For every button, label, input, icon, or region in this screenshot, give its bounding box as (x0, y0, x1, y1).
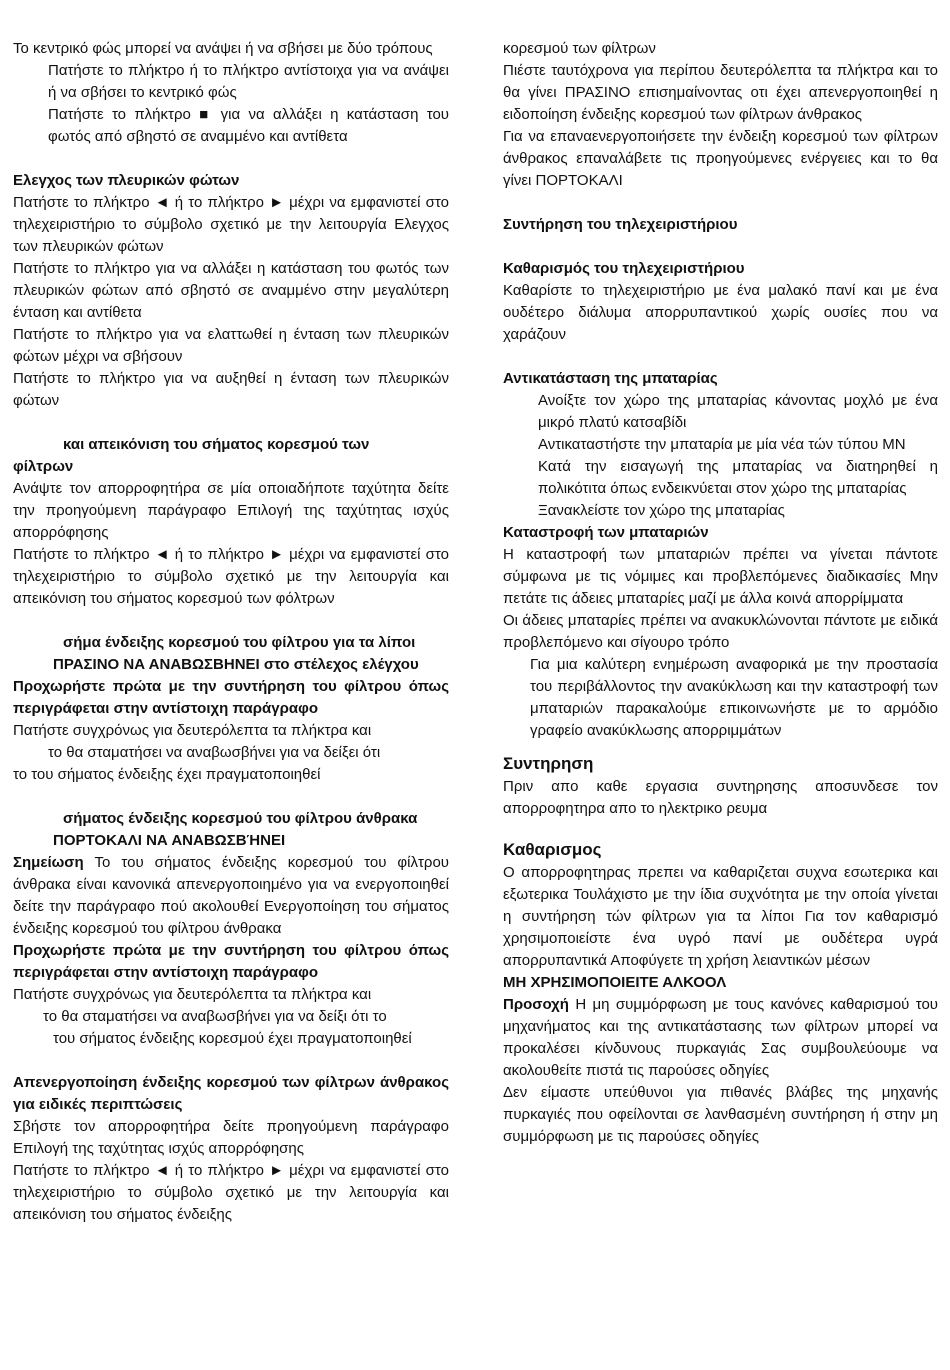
side-lights-paragraph-2: Πατήστε το πλήκτρο για να αλλάξει η κατάσταση του φωτός των πλευρικών φώτων από σβηστό σε αναμμένο στην μεγαλύτερη ένταση και αντίθετα (13, 260, 449, 321)
filter-display-paragraph-2: Πατήστε το πλήκτρο ◄ ή το πλήκτρο ► μέχρι να εμφανιστεί στο τηλεχειριστήριο το σύμβολο σχετικό με την λειτουργία και απεικόνιση του σήματος κορεσμού των φόλτρων (13, 546, 449, 607)
right-column (503, 38, 938, 1148)
central-light-intro: Το κεντρικό φώς μπορεί να ανάψει ή να σβήσει με δύο τρόπους (13, 40, 433, 57)
caution-paragraph (503, 994, 938, 1082)
remote-cleaning-text: Καθαρίστε το τηλεχειριστήριο με ένα μαλακό πανί και με ένα ουδέτερο διάλυμα απορρυπαντικού χωρίς ουσίες που να χαράζουν (503, 282, 938, 343)
grease-filter-instruction-line-3: το του σήματος ένδειξης έχει πραγματοποιηθεί (13, 766, 321, 783)
filter-display-paragraph-1: Ανάψτε τον απορροφητήρα σε μία οποιαδήποτε ταχύτητα δείτε την προηγούμενη παράγραφο Επιλογή της ταχύτητας ισχύς απορρόφησης (13, 480, 449, 541)
carbon-filter-note (13, 852, 449, 940)
liability-paragraph: Δεν είμαστε υπεύθυνοι για πιθανές βλάβες της μηχανής πυρκαγιές που οφείλονται σε λανθασμένη συντήρηση ή στην μη συμμόρφωση με τις παρούσες οδηγίες (503, 1084, 938, 1145)
cleaning-heading: Καθαρισμος (503, 840, 602, 859)
battery-step-3: Κατά την εισαγωγή της μπαταρίας να διατηρηθεί η πολικότιτα όπως ενδεικνύεται στον χώρο της μπαταρίας (538, 458, 938, 497)
left-column (13, 38, 449, 1226)
carbon-filter-warning: Προχωρήστε πρώτα με την συντήρηση του φίλτρου όπως περιγράφεται στην αντίστοιχη παράγραφο (13, 942, 449, 981)
grease-filter-heading-line-2: ΠΡΑΣΙΝΟ ΝΑ ΑΝΑΒΩΣΒΗΝΕΙ στο στέλεχος ελέγχου (53, 656, 419, 673)
maintenance-text: Πριν απο καθε εργασια συντηρησης αποσυνδεσε τον απορροφητηρα απο το ηλεκτρικο ρευμα (503, 778, 938, 817)
battery-disposal-paragraph-1: Η καταστροφή των μπαταριών πρέπει να γίνεται πάντοτε σύμφωνα με τις νόμιμες και προβλεπόμενες διαδικασίες Μην πετάτε τις άδειες μπαταρίες μαζί με άλλα κοινά απορρίμματα (503, 546, 938, 607)
carbon-filter-instruction-line-3: του σήματος ένδειξης κορεσμού έχει πραγματοποιηθεί (53, 1030, 412, 1047)
carbon-filter-instruction-line-2: το θα σταματήσει να αναβωσβήνει για να δείξι ότι το (43, 1008, 387, 1025)
battery-step-2: Αντικαταστήστε την μπαταρία με μία νέα τών τύπου MN (538, 436, 906, 453)
carbon-filter-heading-line-2: ΠΟΡΤΟΚΑΛΙ ΝΑ ΑΝΑΒΩΣΒΉΝΕΙ (53, 832, 286, 849)
deactivate-carbon-paragraph-1: Σβήστε τον απορροφητήρα δείτε προηγούμενη παράγραφο Επιλογή της ταχύτητας ισχύς απορρόφησης (13, 1118, 449, 1157)
caution-label: Προσοχή (503, 996, 569, 1013)
side-lights-paragraph-3: Πατήστε το πλήκτρο για να ελαττωθεί η ένταση των πλευρικών φώτων μέχρι να σβήσουν (13, 326, 449, 365)
battery-disposal-paragraph-2: Οι άδειες μπαταρίες πρέπει να ανακυκλώνονται πάντοτε με ειδικά προβλεπόμενο και σίγουρο τρόπο (503, 612, 938, 651)
cleaning-text: Ο απορροφητηρας πρεπει να καθαριζεται συχνα εσωτερικα και εξωτερικα Τουλάχιστο με την ίδια συχνότητα με την οποία γίνεται η συντήρηση τών φίλτρων για τα λίποι Για τον καθαρισμό χρησιμοποιείστε ένα υγρό πανί με ουδέτερα υγρά απορρυπαντικά Αποφύγετε τη χρήση λειαντικών μέσων (503, 864, 938, 969)
reactivate-instruction: Για να επαναενεργοποιήσετε την ένδειξη κορεσμού των φίλτρων άνθρακος επαναλάβετε τις προηγούμενες ενέργειες και το θα γίνει ΠΟΡΤΟΚΑΛΙ (503, 128, 938, 189)
grease-filter-heading-line-1: σήμα ένδειξης κορεσμού του φίλτρου για τα λίποι (63, 634, 416, 651)
side-lights-heading: Ελεγχος των πλευρικών φώτων (13, 172, 240, 189)
reset-instruction: Πιέστε ταυτόχρονα για περίπου δευτερόλεπτα τα πλήκτρα και το θα γίνει ΠΡΑΣΙΝΟ επισημαίνοντας οτι έχει απενεργοποιηθεί η ειδοποίηση ένδειξης κορεσμού των φίλτρων άνθρακος (503, 62, 938, 123)
battery-step-4: Ξανακλείστε τον χώρο της μπαταρίας (538, 502, 785, 519)
side-lights-paragraph-4: Πατήστε το πλήκτρο για να αυξηθεί η ένταση των πλευρικών φώτων (13, 370, 449, 409)
remote-cleaning-heading: Καθαρισμός του τηλεχειριστήριου (503, 260, 745, 277)
deactivate-carbon-paragraph-2: Πατήστε το πλήκτρο ◄ ή το πλήκτρο ► μέχρι να εμφανιστεί στο τηλεχειριστήριο το σύμβολο σχετικό με την λειτουργία και απεικόνιση του σήματος ένδειξης (13, 1162, 449, 1223)
carbon-filter-instruction-line-1: Πατήστε συγχρόνως για δευτερόλεπτα τα πλήκτρα και (13, 986, 372, 1003)
note-label: Σημείωση (13, 854, 84, 871)
side-lights-paragraph-1: Πατήστε το πλήκτρο ◄ ή το πλήκτρο ► μέχρι να εμφανιστεί στο τηλεχειριστήριο το σύμβολο σχετικό με την λειτουργία Ελεγχος των πλευρικών φώτων (13, 194, 449, 255)
grease-filter-warning: Προχωρήστε πρώτα με την συντήρηση του φίλτρου όπως περιγράφεται στην αντίστοιχη παράγραφο (13, 678, 449, 717)
maintenance-heading: Συντηρηση (503, 754, 594, 773)
battery-step-1: Ανοίξτε τον χώρο της μπαταρίας κάνοντας μοχλό με ένα μικρό πλατύ κατσαβίδι (538, 392, 938, 431)
carbon-filter-heading-line-1: σήματος ένδειξης κορεσμού του φίλτρου άνθρακα (63, 810, 418, 827)
battery-disposal-heading: Καταστροφή των μπαταριών (503, 524, 709, 541)
filter-display-heading-line-2: φίλτρων (13, 458, 74, 475)
remote-maintenance-heading: Συντήρηση του τηλεχειριστήριου (503, 216, 738, 233)
central-light-step-1: Πατήστε το πλήκτρο ή το πλήκτρο αντίστοιχα για να ανάψει ή να σβήσει το κεντρικό φώς (48, 62, 449, 101)
grease-filter-instruction-line-2: το θα σταματήσει να αναβωσβήνει για να δείξει ότι (48, 744, 381, 761)
no-alcohol-warning: ΜΗ ΧΡΗΣΙΜΟΠΟΙΕΙΤΕ ΑΛΚΟΟΛ (503, 974, 727, 991)
central-light-step-2: Πατήστε το πλήκτρο ■ για να αλλάξει η κατάσταση του φωτός από σβηστό σε αναμμένο και αντίθετα (48, 106, 449, 145)
note-text: Το του σήματος ένδειξης κορεσμού του φίλτρου άνθρακα είναι κανονικά απενεργοποιημένο για να ενεργοποιηθεί δείτε την παράγραφο πού ακολουθεί Ενεργοποίηση του σήματος ένδειξης κορεσμού του φίλτρου άνθρακα (13, 854, 449, 937)
battery-replacement-heading: Αντικατάσταση της μπαταρίας (503, 370, 718, 387)
caution-text: Η μη συμμόρφωση με τους κανόνες καθαρισμού του μηχανήματος και της αντικατάστασης των φίλτρων μπορεί να προκαλέσει κίνδυνους πυρκαγιάς Σας συμβουλεύουμε να ακολουθείτε πιστά τις παρούσες οδηγίες (503, 996, 938, 1079)
grease-filter-instruction-line-1: Πατήστε συγχρόνως για δευτερόλεπτα τα πλήκτρα και (13, 722, 372, 739)
continued-text: κορεσμού των φίλτρων (503, 40, 656, 57)
filter-display-heading-line-1: και απεικόνιση του σήματος κορεσμού των (63, 436, 370, 453)
deactivate-carbon-heading: Απενεργοποίηση ένδειξης κορεσμού των φίλτρων άνθρακος για ειδικές περιπτώσεις (13, 1074, 449, 1113)
battery-disposal-paragraph-3: Για μια καλύτερη ενημέρωση αναφορικά με την προστασία του περιβάλλοντος την ανακύκλωση και την καταστροφή των μπαταριών παρακαλούμε επικοινωνήστε με το αρμόδιο γραφείο ανακύκλωσης απορριμμάτων (530, 656, 938, 739)
